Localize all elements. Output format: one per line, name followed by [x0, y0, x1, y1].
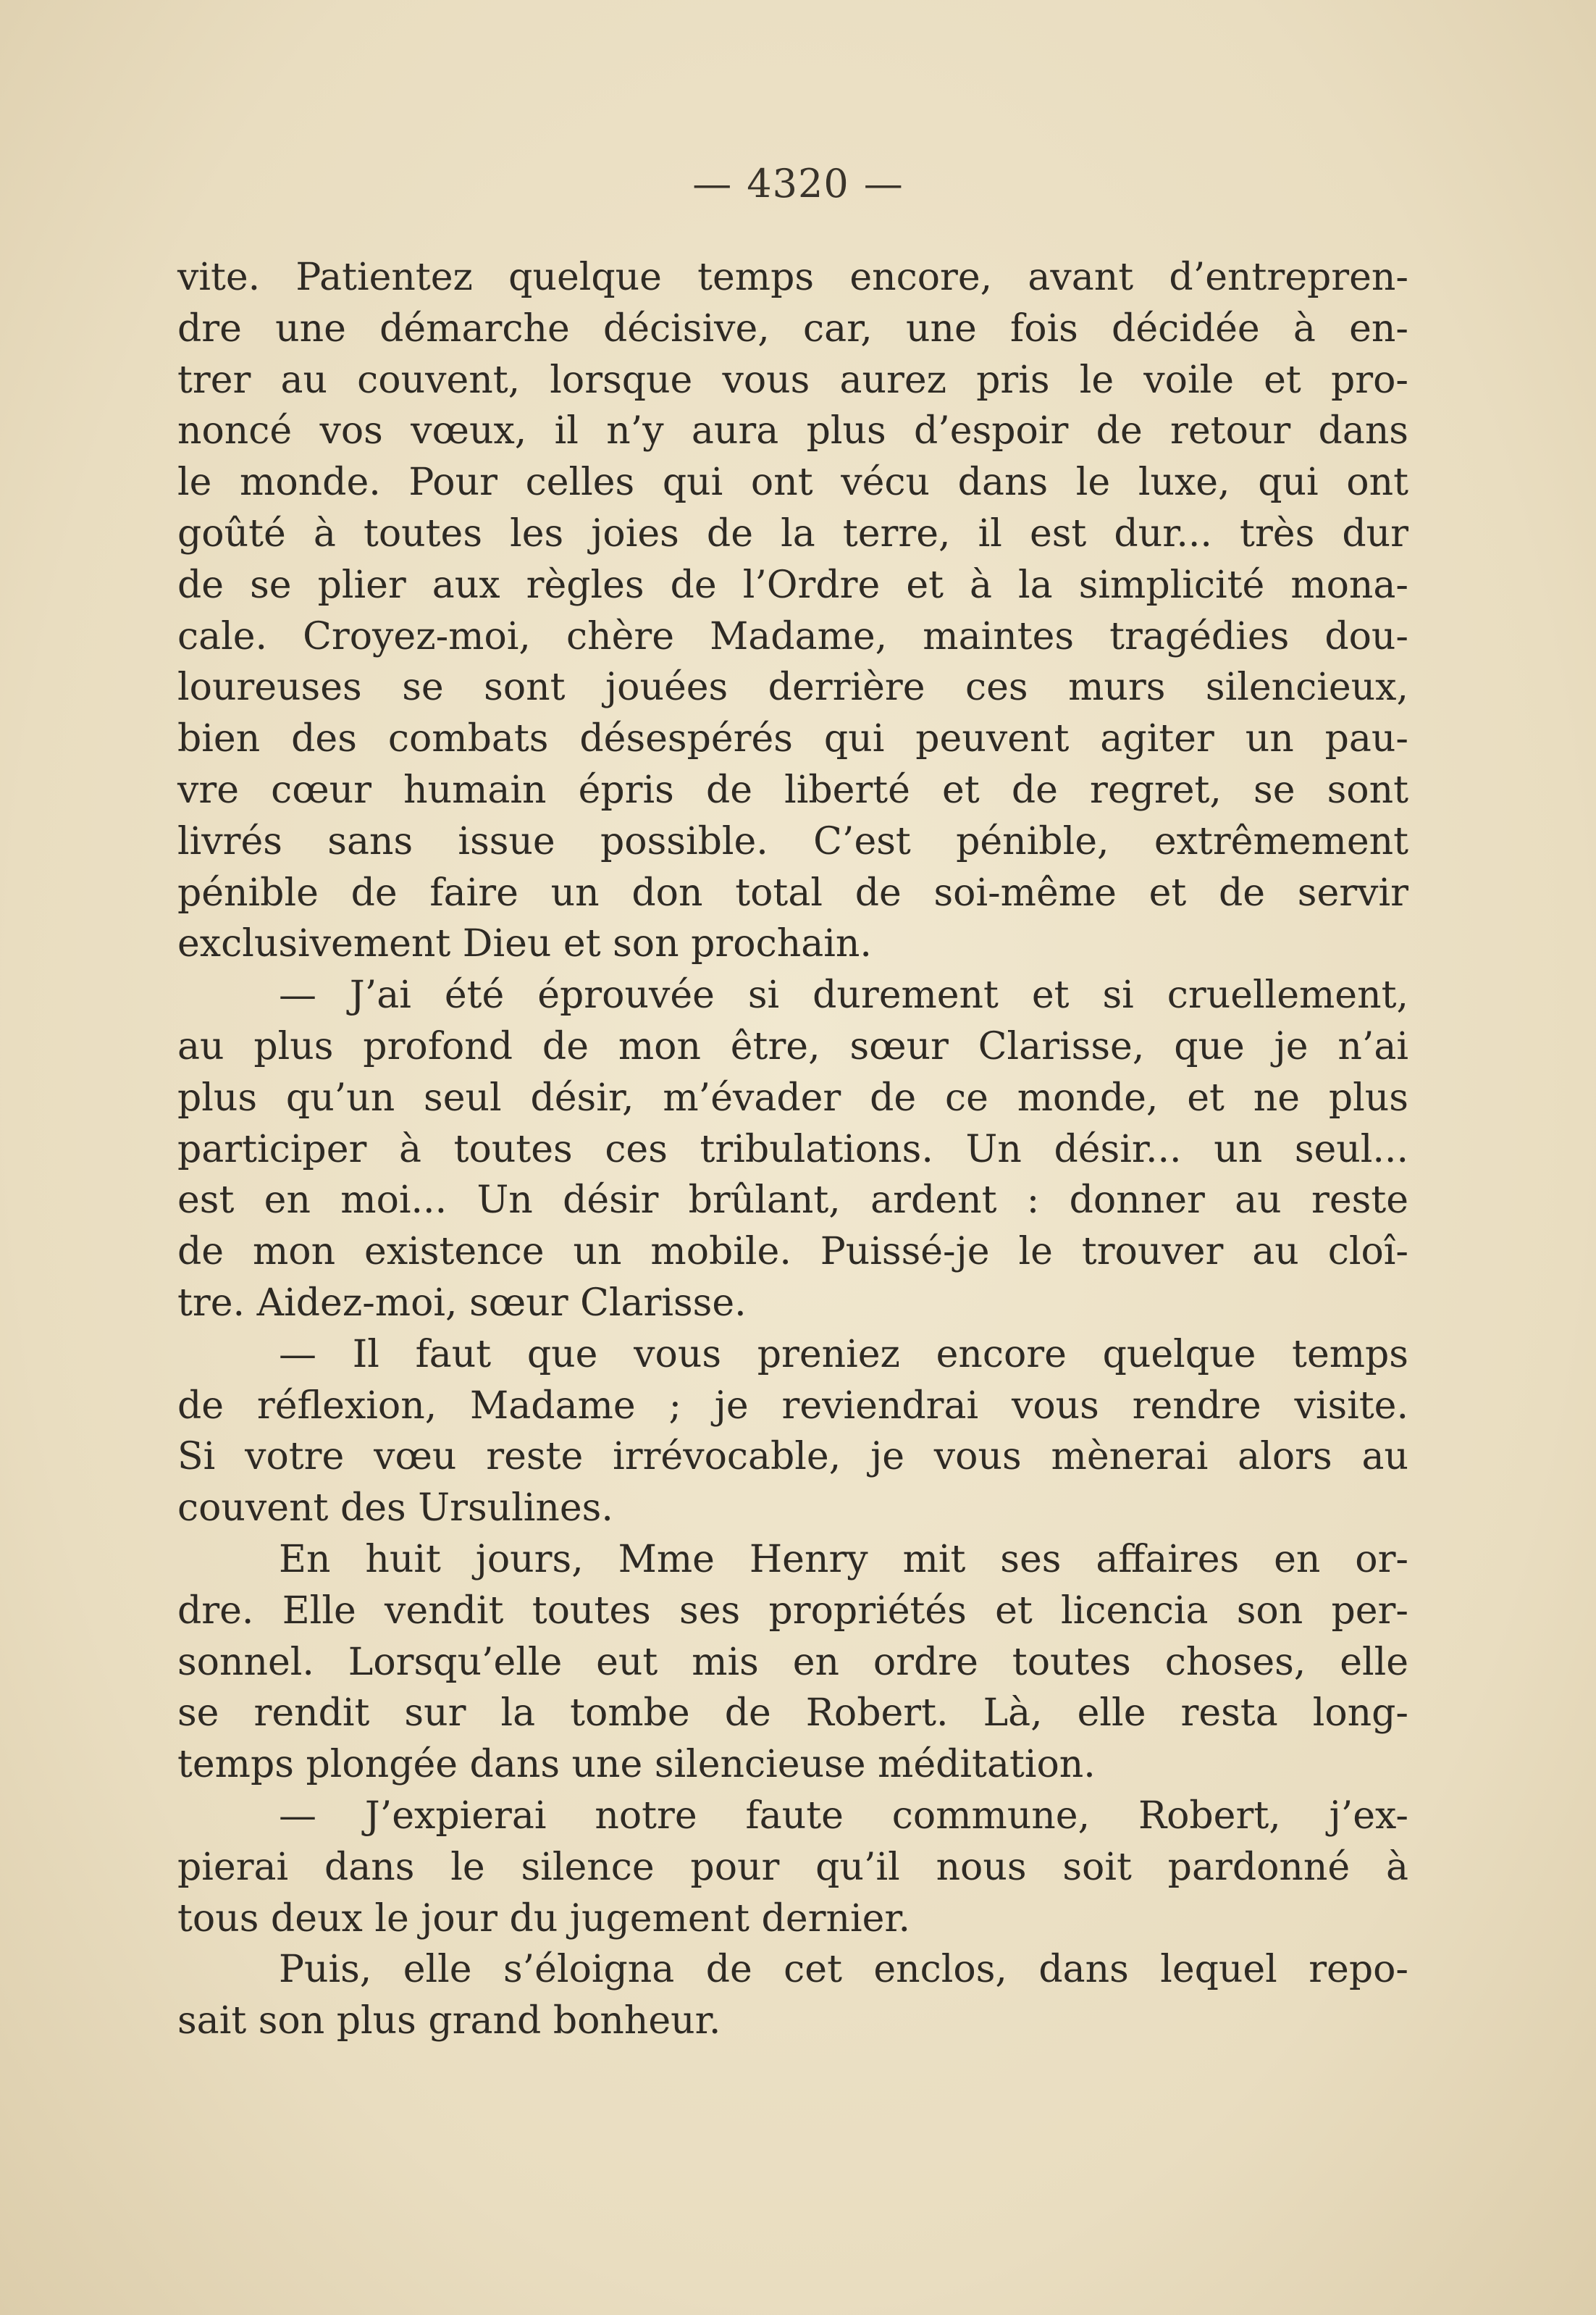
- text-line: Puis, elle s’éloigna de cet enclos, dans lequel repo-: [279, 1948, 1408, 1992]
- text-line: bien des combats désespérés qui peuvent agiter un pau-: [177, 717, 1408, 761]
- text-line: tre. Aidez-moi, sœur Clarisse.: [177, 1281, 747, 1325]
- text-line: cale. Croyez-moi, chère Madame, maintes tragédies dou-: [177, 614, 1408, 658]
- text-line: sait son plus grand bonheur.: [177, 1999, 721, 2043]
- text-line: de se plier aux règles de l’Ordre et à la simplicité mona-: [177, 563, 1408, 607]
- text-line: se rendit sur la tombe de Robert. Là, elle resta long-: [177, 1691, 1408, 1736]
- text-line: vite. Patientez quelque temps encore, avant d’entrepren-: [177, 256, 1408, 299]
- text-line: pierai dans le silence pour qu’il nous soit pardonné à: [177, 1845, 1408, 1889]
- text-line: trer au couvent, lorsque vous aurez pris le voile et pro-: [177, 358, 1408, 402]
- text-line: — Il faut que vous preniez encore quelque temps: [279, 1332, 1408, 1376]
- text-line: dre une démarche décisive, car, une fois décidée à en-: [177, 306, 1408, 351]
- text-line: En huit jours, Mme Henry mit ses affaires en or-: [279, 1537, 1408, 1581]
- text-line: plus qu’un seul désir, m’évader de ce monde, et ne plus: [177, 1076, 1408, 1120]
- page-number-value: 4320: [747, 161, 849, 206]
- text-line: vre cœur humain épris de liberté et de regret, se sont: [177, 768, 1408, 812]
- text-line: tous deux le jour du jugement dernier.: [177, 1896, 911, 1941]
- text-line: est en moi... Un désir brûlant, ardent : donner au reste: [177, 1179, 1408, 1223]
- body-text: [177, 252, 1408, 2047]
- text-line: le monde. Pour celles qui ont vécu dans le luxe, qui ont: [177, 461, 1408, 505]
- text-line: sonnel. Lorsqu’elle eut mis en ordre toutes choses, elle: [177, 1640, 1408, 1684]
- text-line: temps plongée dans une silencieuse méditation.: [177, 1743, 1096, 1787]
- page-number: [0, 161, 1596, 206]
- text-line: de réflexion, Madame ; je reviendrai vous rendre visite.: [177, 1383, 1408, 1428]
- text-line: pénible de faire un don total de soi-même et de servir: [177, 871, 1408, 915]
- text-line: dre. Elle vendit toutes ses propriétés et licencia son per-: [177, 1588, 1408, 1633]
- text-line: exclusivement Dieu et son prochain.: [177, 922, 872, 966]
- text-line: livrés sans issue possible. C’est pénible, extrêmement: [177, 819, 1408, 863]
- text-line: participer à toutes ces tribulations. Un désir... un seul...: [177, 1127, 1408, 1171]
- text-line: Si votre vœu reste irrévocable, je vous mènerai alors au: [177, 1435, 1408, 1479]
- text-line: de mon existence un mobile. Puissé-je le trouver au cloî-: [177, 1230, 1408, 1274]
- text-line: loureuses se sont jouées derrière ces murs silencieux,: [177, 666, 1408, 710]
- page-number-dash-right: —: [863, 161, 904, 206]
- text-line: au plus profond de mon être, sœur Clarisse, que je n’ai: [177, 1024, 1408, 1068]
- text-line: couvent des Ursulines.: [177, 1486, 613, 1531]
- text-line: — J’expierai notre faute commune, Robert, j’ex-: [279, 1793, 1408, 1838]
- page-number-dash-left: —: [692, 161, 733, 206]
- text-line: — J’ai été éprouvée si durement et si cruellement,: [279, 974, 1408, 1018]
- text-line: goûté à toutes les joies de la terre, il est dur... très dur: [177, 511, 1408, 556]
- text-line: noncé vos vœux, il n’y aura plus d’espoir de retour dans: [177, 409, 1408, 453]
